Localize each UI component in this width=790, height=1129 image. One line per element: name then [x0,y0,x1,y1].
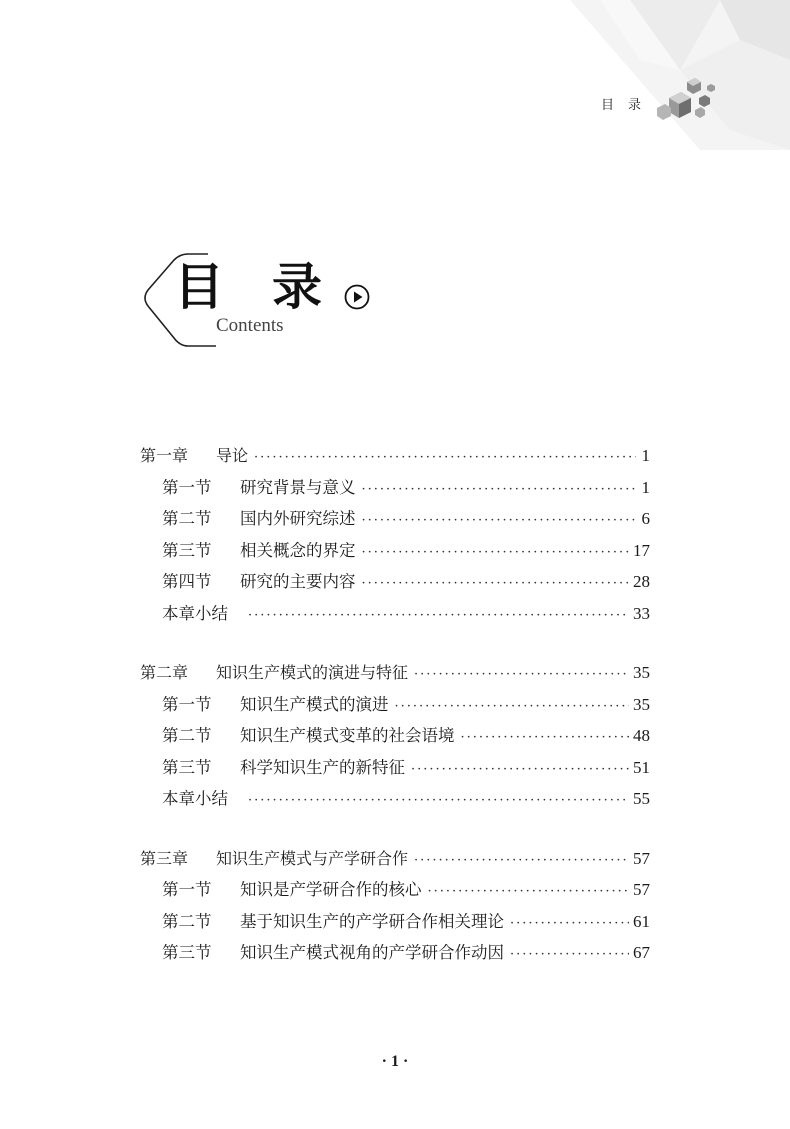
toc-section-entry[interactable] [140,472,650,504]
toc-entry-number: 第二节 [162,726,212,745]
dot-leader [461,722,630,754]
toc-entry-title: 相关概念的界定 [240,540,356,560]
toc-entry-label [162,906,504,938]
toc-entry-number: 第三节 [162,943,212,962]
toc-section-entry[interactable] [140,874,650,906]
toc-entry-number: 第一节 [162,880,212,899]
toc-page-number: 67 [633,943,650,962]
toc-page-number: 35 [633,663,650,682]
toc-entry-number: 第一节 [162,477,212,497]
toc-chapter-entry[interactable] [140,440,650,472]
toc-entry-title: 国内外研究综述 [240,509,356,528]
toc-chapter-group [140,657,650,815]
toc-section-entry[interactable] [140,937,650,969]
toc-entry-label [162,598,242,630]
toc-chapter-group [140,440,650,629]
toc-entry-label [162,783,242,815]
dot-leader [414,845,629,877]
toc-entry-title: 研究的主要内容 [240,572,356,591]
dot-leader [362,568,630,600]
toc-page-number: 1 [641,477,650,497]
toc-page-number: 61 [633,911,650,931]
dot-leader [362,537,630,569]
toc-entry-number: 第一章 [140,446,189,465]
dot-leader [362,474,637,506]
toc-entry-title: 科学知识生产的新特征 [240,757,405,777]
toc-entry-number: 第二章 [140,663,189,682]
dot-leader [248,785,629,817]
toc-entry-title: 知识生产模式的演进 [240,694,389,714]
toc-chapter-group [140,843,650,969]
dot-leader [411,754,629,786]
toc-chapter-entry[interactable] [140,657,650,689]
table-of-contents [140,440,650,997]
toc-entry-label [162,535,356,567]
toc-entry-label [162,874,422,906]
toc-page-number: 28 [633,572,650,591]
toc-section-entry[interactable] [140,783,650,815]
title-subtitle: Contents [216,315,284,336]
dot-leader [248,600,629,632]
dot-leader [510,939,629,971]
toc-entry-label [162,937,504,969]
toc-section-entry[interactable] [140,535,650,567]
toc-entry-title: 知识生产模式变革的社会语境 [240,726,455,745]
toc-page-number: 57 [633,848,650,868]
toc-entry-number: 第二节 [162,911,212,931]
page-number: · 1 · [381,1053,409,1070]
toc-section-entry[interactable] [140,752,650,784]
toc-entry-label [140,440,248,472]
toc-page-number: 17 [633,540,650,560]
dot-leader [428,876,630,908]
toc-page-number: 1 [641,446,650,465]
toc-entry-number: 第三节 [162,540,212,560]
dot-leader [395,691,630,723]
toc-page-number: 35 [633,694,650,714]
toc-page-number: 57 [633,880,650,899]
toc-entry-number: 第三章 [140,848,189,868]
toc-page-number: 51 [633,757,650,777]
toc-entry-title: 基于知识生产的产学研合作相关理论 [240,911,504,931]
toc-entry-label [162,503,356,535]
toc-entry-label [162,472,356,504]
dot-leader [414,659,629,691]
toc-section-entry[interactable] [140,906,650,938]
toc-entry-title: 研究背景与意义 [240,477,356,497]
cube-cluster-icon [655,76,717,124]
toc-section-entry[interactable] [140,689,650,721]
toc-entry-label [162,689,389,721]
toc-entry-label [140,843,408,875]
toc-entry-title: 知识生产模式的演进与特征 [216,663,409,682]
toc-title-block [140,250,400,350]
toc-entry-number: 本章小结 [162,789,228,808]
toc-section-entry[interactable] [140,598,650,630]
title-char-mu: 目 [174,257,224,316]
toc-entry-label [162,752,405,784]
title-char-lu: 录 [272,257,322,316]
play-circle-icon [344,284,370,310]
toc-page-number: 55 [633,789,650,808]
toc-entry-title: 导论 [216,446,249,465]
toc-entry-number: 第四节 [162,572,212,591]
dot-leader [254,442,636,474]
toc-entry-title: 知识生产模式与产学研合作 [216,848,409,868]
toc-entry-title: 知识生产模式视角的产学研合作动因 [240,943,504,962]
dot-leader [510,908,629,940]
toc-entry-label [162,720,455,752]
toc-page-number: 6 [641,509,650,528]
toc-page-number: 48 [633,726,650,745]
toc-entry-number: 第二节 [162,509,212,528]
toc-entry-number: 第一节 [162,694,212,714]
toc-entry-title: 知识是产学研合作的核心 [240,880,422,899]
toc-entry-label [140,657,408,689]
toc-section-entry[interactable] [140,566,650,598]
corner-decoration [540,0,790,150]
running-header: 目录 [601,98,656,113]
toc-entry-number: 本章小结 [162,603,228,623]
toc-chapter-entry[interactable] [140,843,650,875]
dot-leader [362,505,637,537]
toc-page-number: 33 [633,603,650,623]
toc-entry-number: 第三节 [162,757,212,777]
toc-section-entry[interactable] [140,720,650,752]
toc-entry-label [162,566,356,598]
toc-section-entry[interactable] [140,503,650,535]
